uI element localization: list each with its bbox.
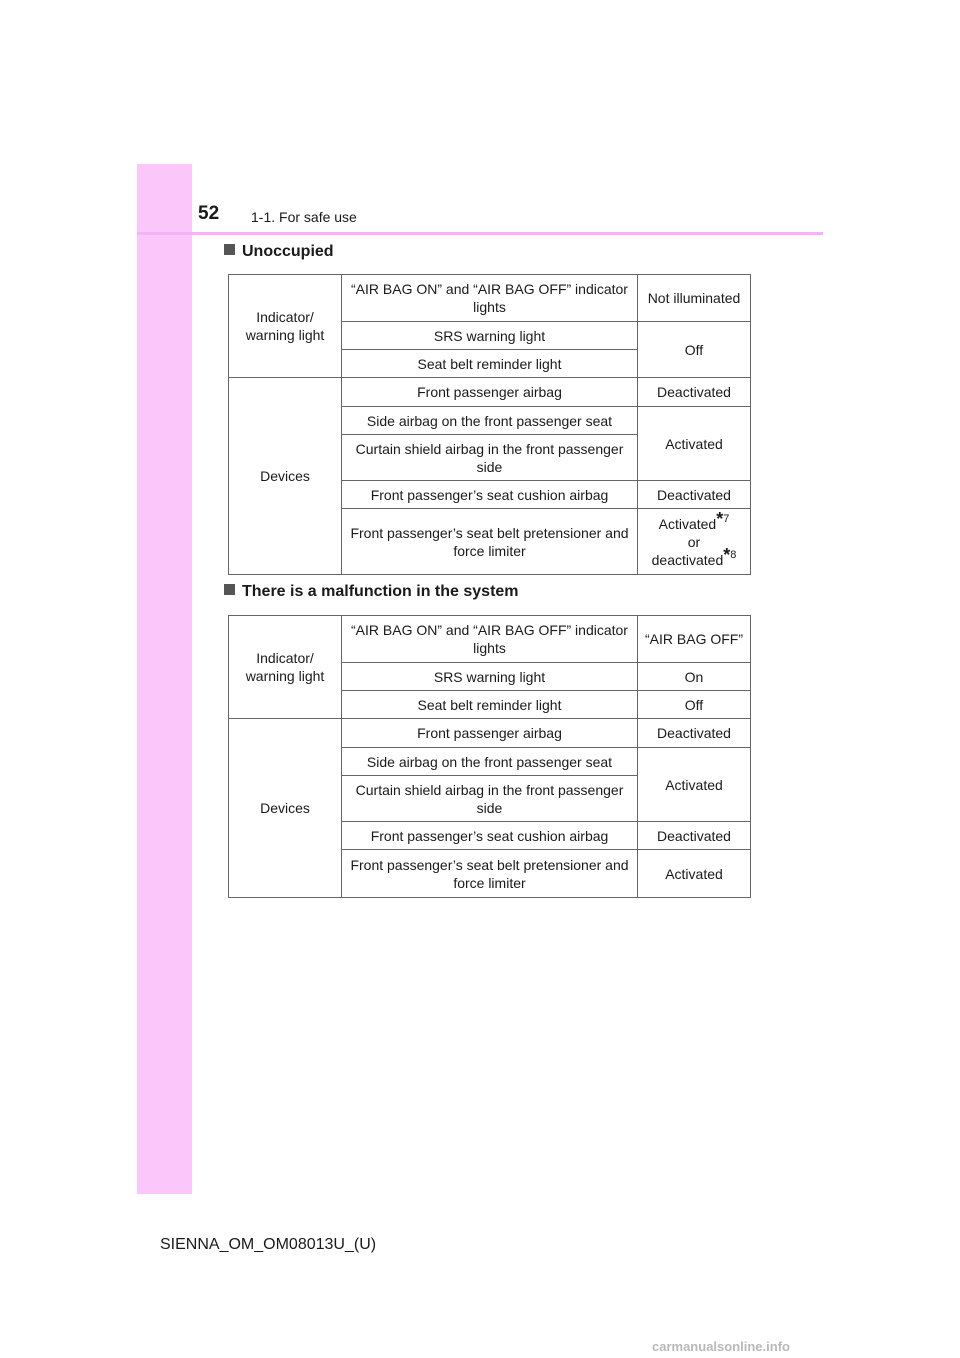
item-cell: SRS warning light: [342, 663, 638, 691]
status-deactivated: deactivated: [651, 551, 724, 568]
asterisk-icon: *: [716, 508, 724, 529]
item-cell: Front passenger’s seat cushion airbag: [342, 481, 638, 509]
status-cell: Off: [638, 322, 751, 378]
table-row: [229, 275, 751, 322]
status-cell: Activated: [638, 407, 751, 481]
heading-unoccupied: [224, 243, 334, 261]
item-cell: Front passenger’s seat belt pretensioner and force limiter: [342, 850, 638, 898]
footnote-ref: 7: [723, 512, 730, 525]
status-cell: Off: [638, 691, 751, 719]
status-cell: On: [638, 663, 751, 691]
heading-text: There is a malfunction in the system: [242, 583, 519, 600]
section-title: 1-1. For safe use: [251, 209, 357, 225]
square-bullet-icon: [224, 584, 235, 595]
item-cell: Curtain shield airbag in the front passenger side: [342, 776, 638, 822]
item-cell: “AIR BAG ON” and “AIR BAG OFF” indicator lights: [342, 616, 638, 663]
footnote-ref: 8: [730, 548, 737, 561]
item-cell: Side airbag on the front passenger seat: [342, 407, 638, 435]
item-cell: Front passenger’s seat cushion airbag: [342, 822, 638, 850]
item-cell: Seat belt reminder light: [342, 350, 638, 378]
status-activated: Activated: [658, 515, 717, 532]
status-cell: [638, 509, 751, 575]
table-row: [229, 378, 751, 407]
item-cell: Front passenger’s seat belt pretensioner and force limiter: [342, 509, 638, 575]
devices-group-cell: Devices: [229, 378, 342, 575]
status-cell: Deactivated: [638, 378, 751, 407]
watermark: carmanualsonline.info: [652, 1339, 790, 1354]
page-number: 52: [198, 203, 220, 224]
header-rule: [137, 232, 823, 235]
unoccupied-table: [228, 274, 751, 575]
status-cell: Activated: [638, 850, 751, 898]
item-cell: Curtain shield airbag in the front passenger side: [342, 435, 638, 481]
item-cell: Front passenger airbag: [342, 719, 638, 748]
item-cell: Seat belt reminder light: [342, 691, 638, 719]
status-cell: Not illuminated: [638, 275, 751, 322]
status-cell: Deactivated: [638, 822, 751, 850]
status-cell: Deactivated: [638, 481, 751, 509]
heading-malfunction: [224, 583, 519, 601]
asterisk-icon: *: [723, 544, 731, 565]
chapter-side-tab: [137, 164, 192, 1194]
document-code: SIENNA_OM_OM08013U_(U): [160, 1236, 377, 1253]
item-cell: SRS warning light: [342, 322, 638, 350]
indicator-group-cell: Indicator/ warning light: [229, 275, 342, 378]
square-bullet-icon: [224, 244, 235, 255]
item-cell: “AIR BAG ON” and “AIR BAG OFF” indicator lights: [342, 275, 638, 322]
devices-group-cell: Devices: [229, 719, 342, 898]
malfunction-table: [228, 615, 751, 898]
item-cell: Front passenger airbag: [342, 378, 638, 407]
status-cell: Activated: [638, 748, 751, 822]
status-cell: “AIR BAG OFF”: [638, 616, 751, 663]
status-or: or: [687, 533, 701, 550]
status-cell: Deactivated: [638, 719, 751, 748]
item-cell: Side airbag on the front passenger seat: [342, 748, 638, 776]
indicator-group-cell: Indicator/ warning light: [229, 616, 342, 719]
table-row: [229, 616, 751, 663]
table-row: [229, 719, 751, 748]
heading-text: Unoccupied: [242, 243, 334, 260]
